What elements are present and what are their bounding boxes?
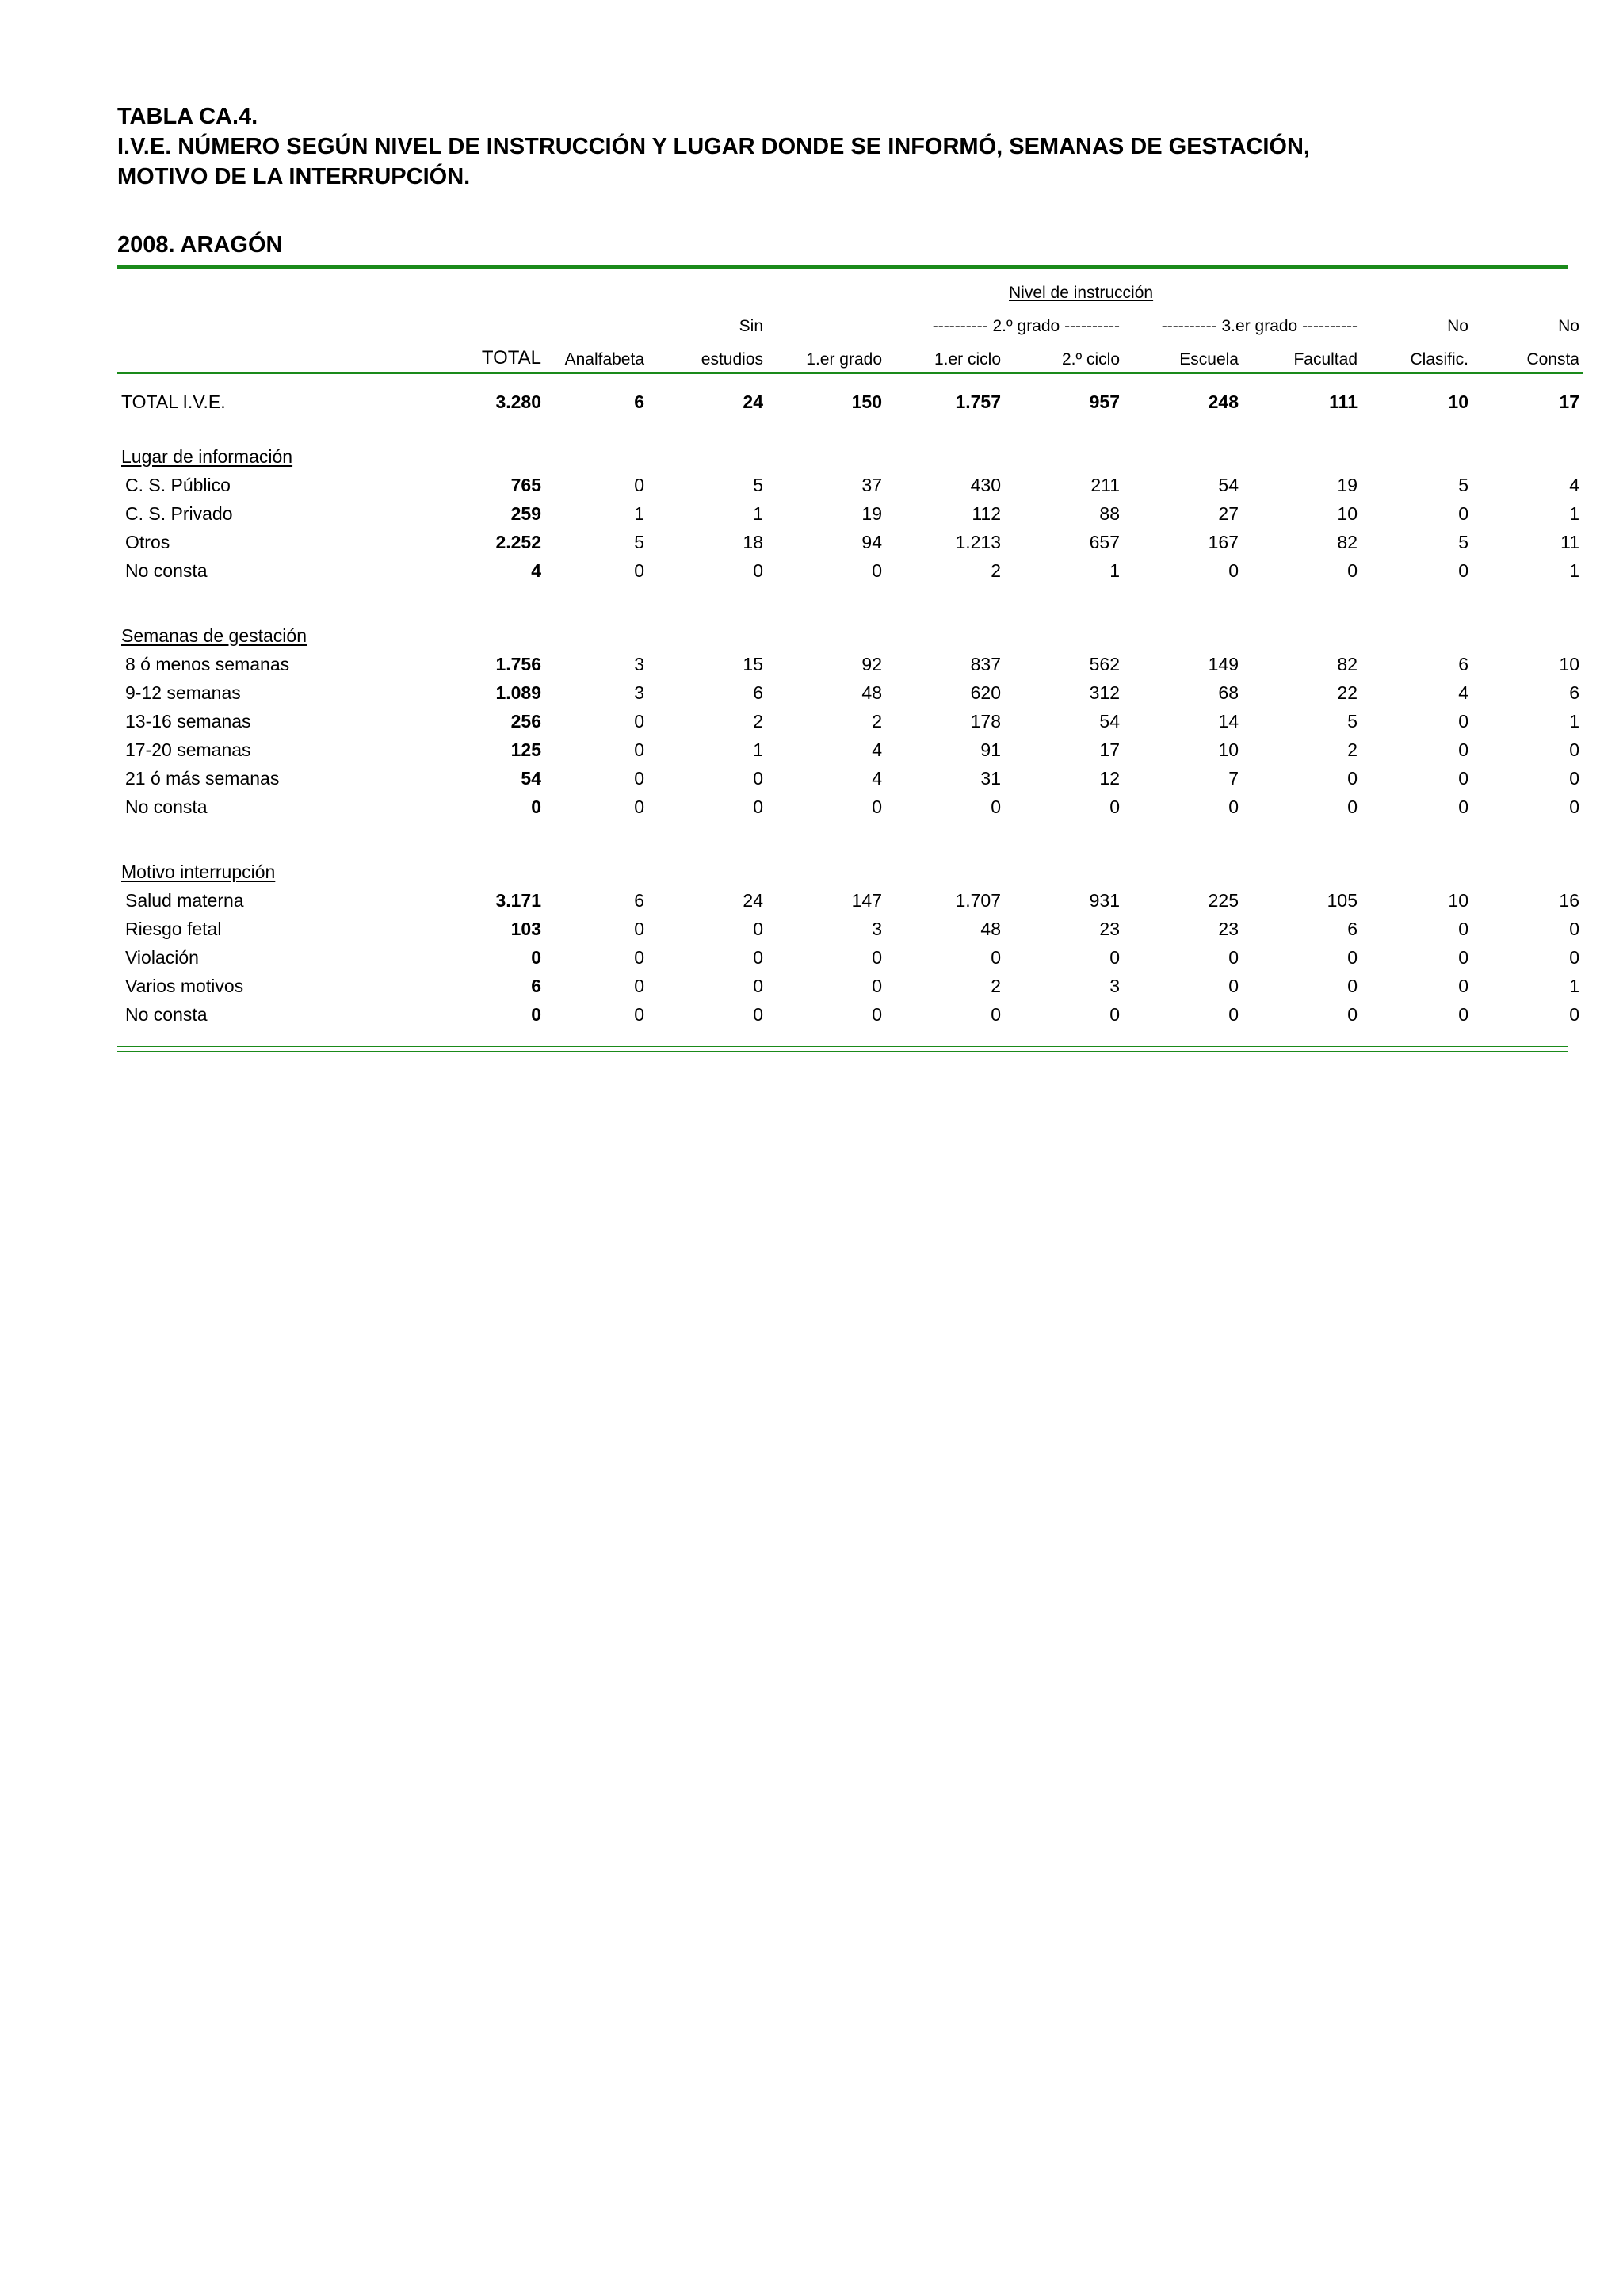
table-row xyxy=(117,735,1583,764)
cell-value: 1 xyxy=(1569,975,1579,996)
total-row xyxy=(117,373,1583,430)
cell-total: 3.280 xyxy=(495,391,541,412)
document-page xyxy=(117,101,1579,1052)
cell-value: 0 xyxy=(634,975,644,996)
cell-value: 4 xyxy=(872,739,882,760)
cell-value: 82 xyxy=(1337,653,1358,674)
cell-value: 0 xyxy=(753,560,763,581)
cell-value: 0 xyxy=(753,767,763,789)
table-row xyxy=(117,943,1583,972)
cell-value: 0 xyxy=(1458,975,1468,996)
cell-value: 0 xyxy=(1109,796,1120,817)
cell-total: 0 xyxy=(531,1003,541,1025)
cell-value: 562 xyxy=(1089,653,1120,674)
cell-value: 0 xyxy=(1228,796,1239,817)
col-escuela: Escuela xyxy=(1124,336,1243,373)
cell-value: 0 xyxy=(1569,1003,1579,1025)
cell-value: 10 xyxy=(1448,889,1468,911)
col-facultad: Facultad xyxy=(1243,336,1361,373)
cell-value: 312 xyxy=(1089,682,1120,703)
cell-value: 0 xyxy=(753,946,763,968)
cell-total: 0 xyxy=(531,796,541,817)
col-group-2grado: ---------- 2.º grado ---------- xyxy=(932,317,1120,335)
cell-value: 1.757 xyxy=(955,391,1001,412)
cell-value: 0 xyxy=(1458,710,1468,732)
table-row xyxy=(117,972,1583,1000)
cell-total: 125 xyxy=(510,739,541,760)
cell-value: 10 xyxy=(1559,653,1579,674)
section-title: Semanas de gestación xyxy=(121,625,307,646)
row-label: Violación xyxy=(125,946,199,968)
cell-value: 92 xyxy=(861,653,882,674)
cell-value: 6 xyxy=(634,391,644,412)
cell-value: 0 xyxy=(1569,918,1579,939)
cell-value: 0 xyxy=(1347,946,1358,968)
data-table xyxy=(117,269,1583,1029)
cell-value: 5 xyxy=(1347,710,1358,732)
row-label: 17-20 semanas xyxy=(125,739,251,760)
cell-value: 0 xyxy=(634,946,644,968)
cell-value: 4 xyxy=(1569,474,1579,495)
cell-value: 19 xyxy=(1337,474,1358,495)
cell-total: 103 xyxy=(510,918,541,939)
cell-value: 0 xyxy=(1458,739,1468,760)
cell-value: 0 xyxy=(753,1003,763,1025)
row-label: No consta xyxy=(125,796,208,817)
cell-value: 0 xyxy=(991,1003,1001,1025)
cell-value: 0 xyxy=(634,1003,644,1025)
cell-value: 0 xyxy=(872,560,882,581)
row-label: Salud materna xyxy=(125,889,244,911)
row-label: Riesgo fetal xyxy=(125,918,222,939)
cell-value: 6 xyxy=(1569,682,1579,703)
row-label: TOTAL I.V.E. xyxy=(121,391,226,412)
cell-value: 4 xyxy=(1458,682,1468,703)
cell-value: 17 xyxy=(1099,739,1120,760)
table-row xyxy=(117,499,1583,528)
cell-value: 0 xyxy=(1109,1003,1120,1025)
table-row xyxy=(117,915,1583,943)
col-no-consta-top: No xyxy=(1558,317,1579,335)
cell-value: 0 xyxy=(872,946,882,968)
cell-value: 0 xyxy=(1569,739,1579,760)
cell-value: 1.213 xyxy=(955,531,1001,552)
cell-value: 0 xyxy=(1347,767,1358,789)
group-title: Nivel de instrucción xyxy=(1009,284,1154,302)
cell-value: 0 xyxy=(753,918,763,939)
row-label: C. S. Privado xyxy=(125,502,233,524)
cell-value: 0 xyxy=(634,560,644,581)
cell-value: 225 xyxy=(1208,889,1239,911)
cell-value: 0 xyxy=(872,796,882,817)
cell-value: 657 xyxy=(1089,531,1120,552)
cell-value: 0 xyxy=(634,918,644,939)
year-region: 2008. ARAGÓN xyxy=(117,232,283,258)
cell-value: 6 xyxy=(1347,918,1358,939)
cell-value: 6 xyxy=(753,682,763,703)
cell-value: 0 xyxy=(1347,796,1358,817)
cell-value: 1 xyxy=(634,502,644,524)
cell-value: 37 xyxy=(861,474,882,495)
table-id: TABLA CA.4. xyxy=(117,104,258,129)
table-row xyxy=(117,886,1583,915)
cell-value: 0 xyxy=(991,796,1001,817)
cell-value: 12 xyxy=(1099,767,1120,789)
cell-value: 931 xyxy=(1089,889,1120,911)
cell-value: 54 xyxy=(1218,474,1239,495)
cell-value: 0 xyxy=(1458,796,1468,817)
cell-value: 167 xyxy=(1208,531,1239,552)
cell-value: 10 xyxy=(1218,739,1239,760)
cell-value: 0 xyxy=(1569,767,1579,789)
cell-value: 48 xyxy=(980,918,1001,939)
header-row-1 xyxy=(117,269,1583,303)
col-no-clasific-top: No xyxy=(1447,317,1468,335)
row-label: C. S. Público xyxy=(125,474,231,495)
section-spacer xyxy=(117,585,1583,609)
row-label: 9-12 semanas xyxy=(125,682,241,703)
cell-value: 91 xyxy=(980,739,1001,760)
section-header xyxy=(117,609,1583,650)
cell-value: 17 xyxy=(1559,391,1579,412)
table-row xyxy=(117,793,1583,821)
cell-value: 0 xyxy=(1458,560,1468,581)
table-title-line-2: MOTIVO DE LA INTERRUPCIÓN. xyxy=(117,164,471,189)
cell-value: 18 xyxy=(743,531,763,552)
col-group-3grado: ---------- 3.er grado ---------- xyxy=(1161,317,1358,335)
section-header xyxy=(117,430,1583,471)
cell-value: 4 xyxy=(872,767,882,789)
cell-value: 88 xyxy=(1099,502,1120,524)
cell-value: 0 xyxy=(1109,946,1120,968)
col-2ciclo: 2.º ciclo xyxy=(1005,336,1124,373)
cell-value: 0 xyxy=(1458,946,1468,968)
cell-value: 0 xyxy=(634,739,644,760)
table-row xyxy=(117,707,1583,735)
cell-value: 0 xyxy=(634,474,644,495)
cell-value: 10 xyxy=(1448,391,1468,412)
section-spacer xyxy=(117,821,1583,845)
table-row xyxy=(117,471,1583,499)
cell-value: 111 xyxy=(1329,391,1358,412)
cell-value: 0 xyxy=(872,975,882,996)
cell-value: 3 xyxy=(872,918,882,939)
col-1ciclo: 1.er ciclo xyxy=(886,336,1005,373)
cell-value: 27 xyxy=(1218,502,1239,524)
table-title-line-1: I.V.E. NÚMERO SEGÚN NIVEL DE INSTRUCCIÓN Y LUGAR DONDE SE INFORMÓ, SEMANAS DE GESTACIÓN, xyxy=(117,134,1310,159)
cell-value: 5 xyxy=(753,474,763,495)
cell-value: 0 xyxy=(1347,560,1358,581)
cell-value: 0 xyxy=(1228,946,1239,968)
cell-value: 1.707 xyxy=(955,889,1001,911)
section-title: Motivo interrupción xyxy=(121,861,276,882)
cell-value: 7 xyxy=(1228,767,1239,789)
cell-value: 0 xyxy=(634,710,644,732)
cell-total: 54 xyxy=(521,767,541,789)
cell-value: 54 xyxy=(1099,710,1120,732)
cell-value: 3 xyxy=(634,682,644,703)
cell-value: 11 xyxy=(1560,531,1579,552)
cell-value: 0 xyxy=(753,796,763,817)
table-row xyxy=(117,528,1583,556)
cell-value: 6 xyxy=(1458,653,1468,674)
cell-value: 0 xyxy=(991,946,1001,968)
cell-value: 94 xyxy=(861,531,882,552)
cell-total: 1.089 xyxy=(495,682,541,703)
spacer-cell xyxy=(117,585,1583,609)
cell-value: 68 xyxy=(1218,682,1239,703)
cell-value: 147 xyxy=(851,889,882,911)
table-row xyxy=(117,678,1583,707)
cell-total: 4 xyxy=(531,560,541,581)
cell-value: 837 xyxy=(970,653,1001,674)
col-estudios: estudios xyxy=(648,336,767,373)
cell-value: 48 xyxy=(861,682,882,703)
cell-value: 1 xyxy=(1569,710,1579,732)
section-title: Lugar de información xyxy=(121,446,293,467)
cell-value: 0 xyxy=(1458,502,1468,524)
cell-value: 31 xyxy=(980,767,1001,789)
row-label: 13-16 semanas xyxy=(125,710,251,732)
cell-value: 178 xyxy=(970,710,1001,732)
cell-value: 15 xyxy=(743,653,763,674)
cell-total: 259 xyxy=(510,502,541,524)
cell-value: 24 xyxy=(743,391,763,412)
cell-value: 620 xyxy=(970,682,1001,703)
header-row-3 xyxy=(117,336,1583,373)
cell-value: 16 xyxy=(1559,889,1579,911)
col-sin-top: Sin xyxy=(739,317,763,335)
cell-value: 19 xyxy=(861,502,882,524)
cell-value: 3 xyxy=(1109,975,1120,996)
cell-value: 0 xyxy=(1458,1003,1468,1025)
cell-value: 1 xyxy=(1109,560,1120,581)
row-label: Otros xyxy=(125,531,170,552)
cell-value: 14 xyxy=(1218,710,1239,732)
cell-value: 105 xyxy=(1327,889,1358,911)
cell-value: 0 xyxy=(1347,975,1358,996)
spacer-cell xyxy=(117,821,1583,845)
cell-total: 765 xyxy=(510,474,541,495)
cell-value: 0 xyxy=(1228,560,1239,581)
cell-total: 0 xyxy=(531,946,541,968)
cell-value: 211 xyxy=(1090,474,1120,495)
table-row xyxy=(117,556,1583,585)
cell-value: 0 xyxy=(1347,1003,1358,1025)
cell-value: 82 xyxy=(1337,531,1358,552)
cell-value: 0 xyxy=(1228,975,1239,996)
col-consta: Consta xyxy=(1472,336,1583,373)
cell-value: 1 xyxy=(1569,502,1579,524)
table-row xyxy=(117,1000,1583,1029)
cell-total: 2.252 xyxy=(495,531,541,552)
cell-value: 2 xyxy=(1347,739,1358,760)
table-row xyxy=(117,764,1583,793)
cell-value: 149 xyxy=(1208,653,1239,674)
footer-rule xyxy=(117,1045,1568,1052)
cell-value: 2 xyxy=(753,710,763,732)
col-total: TOTAL xyxy=(442,336,545,373)
row-label: No consta xyxy=(125,560,208,581)
cell-value: 5 xyxy=(634,531,644,552)
cell-value: 1 xyxy=(753,739,763,760)
row-label: 21 ó más semanas xyxy=(125,767,280,789)
cell-value: 2 xyxy=(991,975,1001,996)
cell-value: 0 xyxy=(1458,918,1468,939)
table-row xyxy=(117,650,1583,678)
cell-value: 1 xyxy=(1569,560,1579,581)
cell-value: 23 xyxy=(1099,918,1120,939)
cell-value: 5 xyxy=(1458,474,1468,495)
cell-value: 0 xyxy=(1569,796,1579,817)
header-row-2 xyxy=(117,303,1583,336)
cell-total: 6 xyxy=(531,975,541,996)
col-clasific: Clasific. xyxy=(1361,336,1472,373)
cell-value: 5 xyxy=(1458,531,1468,552)
cell-total: 3.171 xyxy=(495,889,541,911)
cell-value: 3 xyxy=(634,653,644,674)
cell-value: 957 xyxy=(1089,391,1120,412)
cell-value: 0 xyxy=(872,1003,882,1025)
cell-value: 0 xyxy=(634,767,644,789)
cell-value: 0 xyxy=(1458,767,1468,789)
row-label: No consta xyxy=(125,1003,208,1025)
cell-value: 0 xyxy=(753,975,763,996)
row-label: Varios motivos xyxy=(125,975,244,996)
col-analfabeta: Analfabeta xyxy=(545,336,648,373)
cell-value: 0 xyxy=(634,796,644,817)
cell-value: 2 xyxy=(872,710,882,732)
cell-value: 430 xyxy=(970,474,1001,495)
cell-value: 22 xyxy=(1337,682,1358,703)
cell-value: 23 xyxy=(1218,918,1239,939)
cell-value: 0 xyxy=(1228,1003,1239,1025)
cell-value: 24 xyxy=(743,889,763,911)
cell-value: 248 xyxy=(1208,391,1239,412)
cell-total: 256 xyxy=(510,710,541,732)
row-label: 8 ó menos semanas xyxy=(125,653,290,674)
section-header xyxy=(117,845,1583,886)
cell-value: 150 xyxy=(851,391,882,412)
cell-value: 0 xyxy=(1569,946,1579,968)
col-1grado: 1.er grado xyxy=(767,336,886,373)
cell-total: 1.756 xyxy=(495,653,541,674)
cell-value: 6 xyxy=(634,889,644,911)
cell-value: 2 xyxy=(991,560,1001,581)
cell-value: 1 xyxy=(753,502,763,524)
cell-value: 10 xyxy=(1337,502,1358,524)
cell-value: 112 xyxy=(972,502,1001,524)
